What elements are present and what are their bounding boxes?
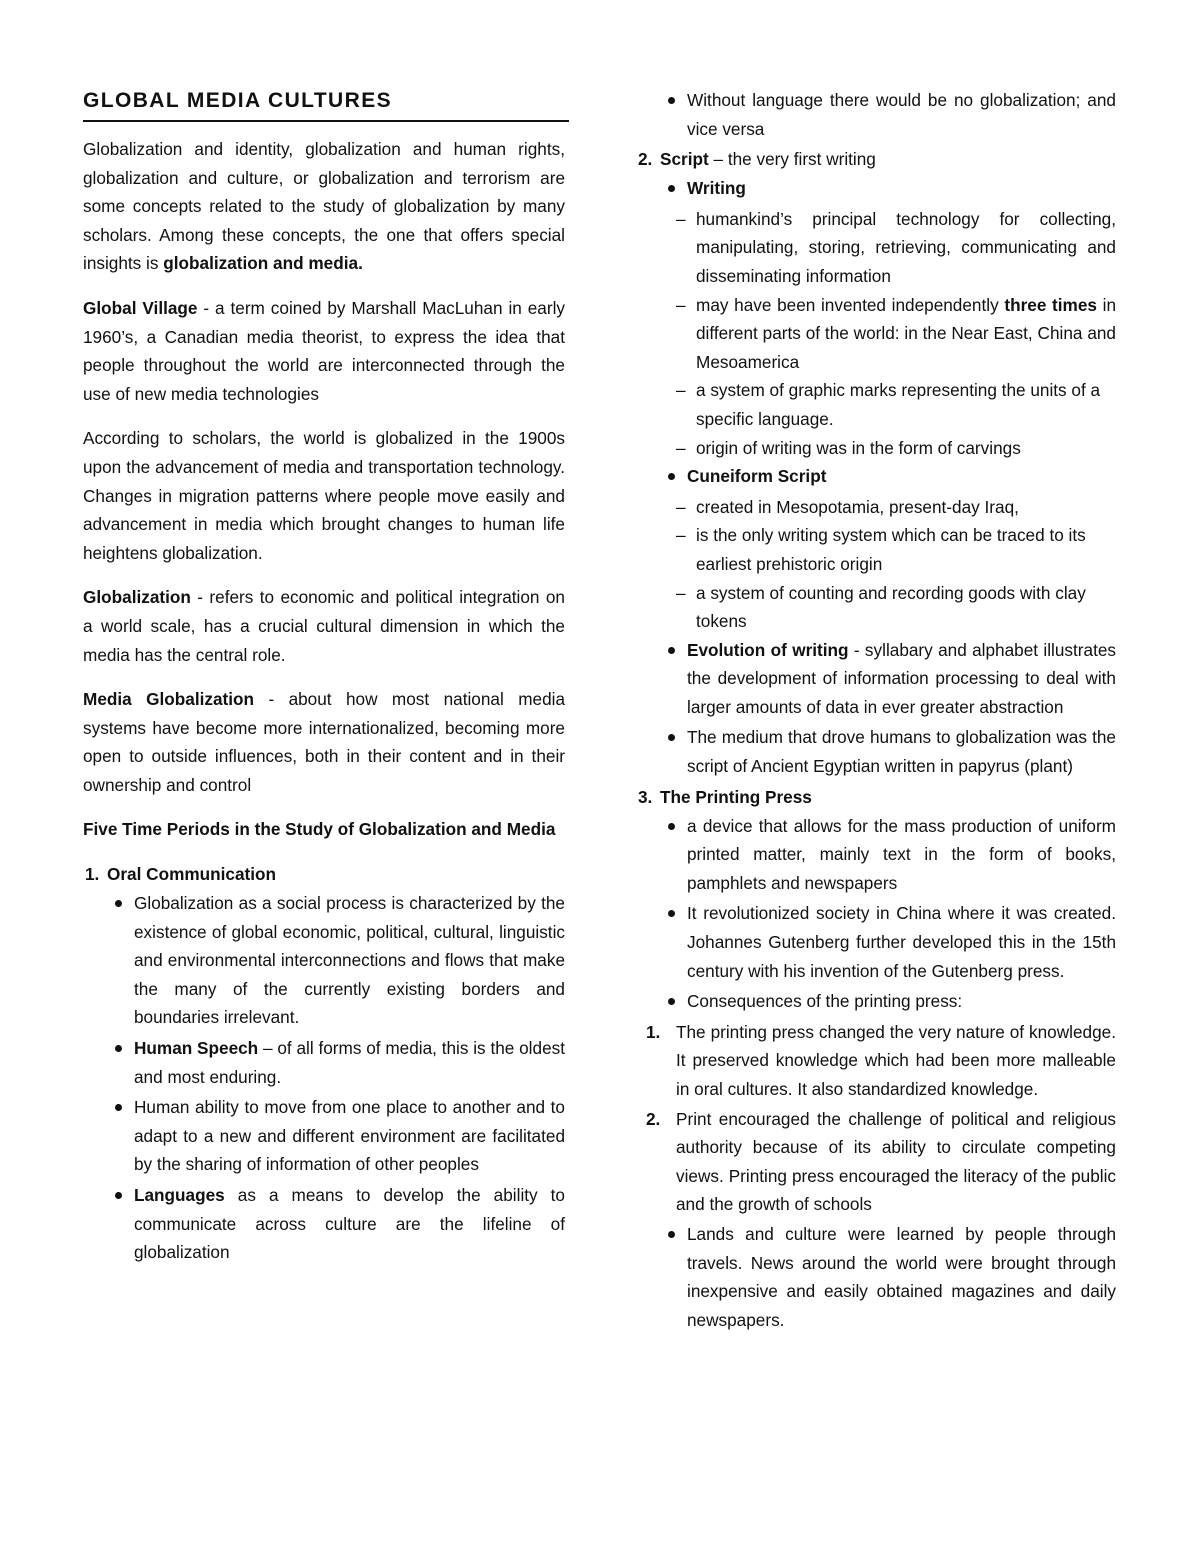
writing-evolution-list bbox=[636, 636, 1116, 781]
list-item: Human ability to move from one place to another and to adapt to a new and different environment are facilitated by the sharing of information of other peoples bbox=[83, 1093, 565, 1179]
list-item: It revolutionized society in China where it was created. Johannes Gutenberg further developed this in the 15th century with his invention of the Gutenberg press. bbox=[636, 899, 1116, 985]
consequence-item: 2. Print encouraged the challenge of political and religious authority because of its ability to circulate competing views. Printing press encouraged the literacy of the public and the growth of schools bbox=[646, 1108, 1116, 1215]
page-title: GLOBAL MEDIA CULTURES bbox=[83, 89, 393, 112]
printing-press-heading: 3. The Printing Press bbox=[638, 786, 812, 807]
list-item: Evolution of writing - syllabary and alphabet illustrates the development of information processing to deal with larger amounts of data in ever greater abstraction bbox=[636, 636, 1116, 722]
list-item: Cuneiform Script bbox=[636, 462, 1116, 491]
list-item: Consequences of the printing press: bbox=[636, 987, 1116, 1016]
cuneiform-list bbox=[636, 462, 1116, 491]
dash-item: – a system of graphic marks representing the units of a specific language. bbox=[676, 380, 1101, 429]
right-column bbox=[636, 86, 1116, 1336]
oral-communication-list bbox=[83, 889, 565, 1267]
five-periods-heading: Five Time Periods in the Study of Globalization and Media bbox=[83, 819, 556, 840]
list-item: Human Speech – of all forms of media, this is the oldest and most enduring. bbox=[83, 1034, 565, 1091]
printing-press-list-continued bbox=[636, 1220, 1116, 1334]
oral-communication-heading: 1. Oral Communication bbox=[85, 864, 277, 885]
list-item: a device that allows for the mass production of uniform printed matter, mainly text in the form of books, pamphlets and newspapers bbox=[636, 812, 1116, 898]
intro-paragraph: Globalization and identity, globalization and human rights, globalization and culture, or globalization and terrorism are some concepts related to the study of globalization by many scholars. Among these concepts, the one that offers special insights is globalization and media. bbox=[83, 139, 565, 274]
dash-item: – is the only writing system which can be traced to its earliest prehistoric origin bbox=[676, 525, 1086, 574]
list-item: Globalization as a social process is characterized by the existence of global economic, political, cultural, linguistic and environmental interconnections and flows that make the many of the currently existing borders and boundaries irrelevant. bbox=[83, 889, 565, 1032]
title-rule bbox=[83, 120, 569, 122]
global-village-term: Global Village bbox=[83, 297, 198, 318]
consequence-item: 1. The printing press changed the very nature of knowledge. It preserved knowledge which had been more malleable in oral cultures. It also standardized knowledge. bbox=[646, 1021, 1116, 1099]
global-village-paragraph: Global Village - a term coined by Marshall MacLuhan in early 1960’s, a Canadian media theorist, to express the idea that people throughout the world are interconnected through the use of new media technologies bbox=[83, 297, 565, 404]
oral-communication-list-continued bbox=[636, 86, 1116, 143]
dash-item: – origin of writing was in the form of carvings bbox=[676, 437, 1021, 458]
globalization-definition: Globalization - refers to economic and political integration on a world scale, has a crucial cultural dimension in which the media has the central role. bbox=[83, 587, 565, 665]
list-item: Without language there would be no globalization; and vice versa bbox=[636, 86, 1116, 143]
list-item: The medium that drove humans to globalization was the script of Ancient Egyptian written in papyrus (plant) bbox=[636, 723, 1116, 780]
list-item: Lands and culture were learned by people through travels. News around the world were brought through inexpensive and easily obtained magazines and daily newspapers. bbox=[636, 1220, 1116, 1334]
scholars-paragraph: According to scholars, the world is globalized in the 1900s upon the advancement of media and transportation technology. Changes in migration patterns where people move easily and advancement in media which brought changes to human life heightens globalization. bbox=[83, 428, 565, 563]
script-heading: 2. Script – the very first writing bbox=[638, 149, 876, 170]
left-column bbox=[83, 84, 565, 1269]
dash-item: – a system of counting and recording goods with clay tokens bbox=[676, 582, 1086, 632]
media-globalization-definition: Media Globalization - about how most national media systems have become more internationalized, becoming more open to outside influences, both in their content and in their ownership and control bbox=[83, 689, 566, 795]
printing-press-list bbox=[636, 812, 1116, 1016]
script-list bbox=[636, 174, 1116, 203]
dash-item: – created in Mesopotamia, present-day Iraq, bbox=[676, 496, 1019, 517]
list-item: Writing bbox=[636, 174, 1116, 203]
dash-item: – may have been invented independently three times in different parts of the world: in the Near East, China and Mesoamerica bbox=[676, 294, 1117, 372]
list-item: Languages as a means to develop the ability to communicate across culture are the lifeline of globalization bbox=[83, 1181, 565, 1267]
dash-item: – humankind’s principal technology for collecting, manipulating, storing, retrieving, communicating and disseminating information bbox=[676, 208, 1116, 286]
